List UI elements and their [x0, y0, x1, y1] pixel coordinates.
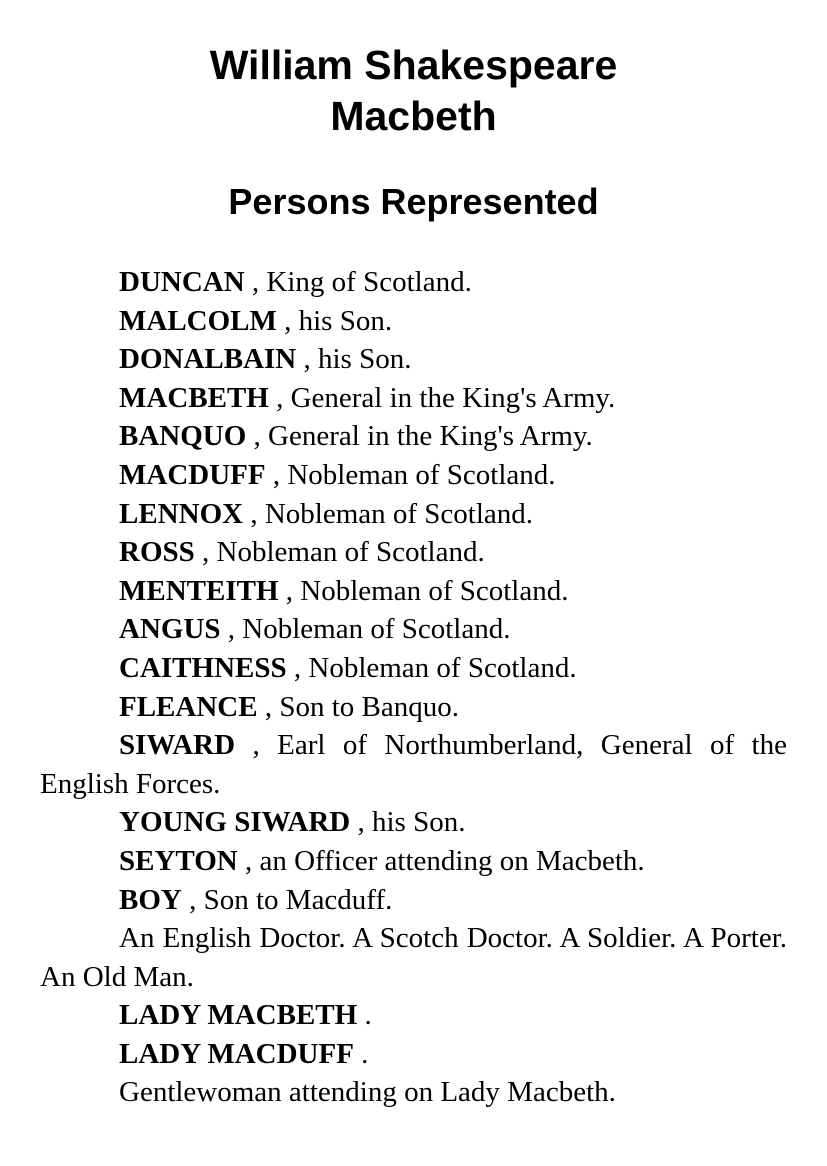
cast-entry	[40, 726, 787, 803]
character-description: An English Doctor. A Scotch Doctor. A Soldier. A Porter. An Old Man.	[40, 922, 787, 993]
character-description: , his Son.	[350, 806, 466, 839]
character-name: LENNOX	[119, 497, 244, 530]
cast-entry	[40, 533, 787, 572]
cast-entry-minor-roles	[40, 919, 787, 996]
character-name: DUNCAN	[119, 266, 245, 298]
character-description: .	[353, 1037, 369, 1070]
cast-list	[40, 263, 787, 1112]
character-name: MACDUFF	[119, 458, 266, 491]
character-description: , General in the King's Army.	[246, 420, 593, 453]
cast-entry	[40, 340, 787, 379]
character-description: , Son to Banquo.	[257, 690, 459, 723]
character-name: ANGUS	[119, 613, 221, 646]
cast-entry	[40, 688, 787, 727]
cast-entry	[40, 302, 787, 341]
character-description: , his Son.	[296, 343, 412, 376]
character-name: FLEANCE	[119, 690, 258, 723]
character-description: , Nobleman of Scotland.	[243, 497, 534, 530]
character-name: CAITHNESS	[119, 651, 287, 684]
character-name: MENTEITH	[119, 574, 279, 607]
character-name: DONALBAIN	[119, 343, 297, 376]
character-name: BANQUO	[119, 420, 247, 453]
author-title: William Shakespeare	[209, 42, 618, 88]
cast-entry	[40, 495, 787, 534]
cast-entry	[40, 456, 787, 495]
character-description: , Earl of Northumberland, General of the English Forces.	[40, 729, 787, 800]
cast-entry	[40, 610, 787, 649]
cast-entry	[40, 263, 787, 302]
character-description: , Nobleman of Scotland.	[286, 651, 577, 684]
cast-entry	[40, 842, 787, 881]
cast-entry	[40, 572, 787, 611]
character-name: BOY	[119, 883, 182, 916]
cast-entry	[40, 649, 787, 688]
character-description: , an Officer attending on Macbeth.	[237, 844, 645, 877]
cast-entry	[40, 881, 787, 920]
character-description: , Nobleman of Scotland.	[220, 613, 511, 646]
character-description: , Son to Macduff.	[181, 883, 393, 916]
character-name: YOUNG SIWARD	[119, 806, 351, 839]
character-name: LADY MACDUFF	[119, 1037, 354, 1070]
character-description: , Nobleman of Scotland.	[265, 458, 556, 491]
cast-entry	[40, 1035, 787, 1074]
character-name: LADY MACBETH	[119, 999, 358, 1032]
character-name: MACBETH	[119, 381, 269, 414]
cast-entry	[40, 379, 787, 418]
character-description: , King of Scotland.	[244, 266, 472, 298]
cast-entry-gentlewoman	[40, 1073, 787, 1112]
cast-entry	[40, 417, 787, 456]
play-title: Macbeth	[330, 93, 497, 139]
cast-entry	[40, 996, 787, 1035]
character-description: , his Son.	[276, 304, 393, 337]
character-name: MALCOLM	[119, 304, 277, 337]
section-heading: Persons Represented	[228, 181, 599, 222]
character-description: .	[357, 999, 372, 1032]
character-name: SIWARD	[119, 729, 236, 762]
cast-entry	[40, 803, 787, 842]
character-name: ROSS	[119, 536, 195, 569]
character-description: , Nobleman of Scotland.	[194, 536, 485, 569]
character-description: Gentlewoman attending on Lady Macbeth.	[119, 1076, 616, 1109]
character-description: , General in the King's Army.	[268, 381, 616, 414]
character-description: , Nobleman of Scotland.	[278, 574, 569, 607]
character-name: SEYTON	[119, 844, 238, 877]
